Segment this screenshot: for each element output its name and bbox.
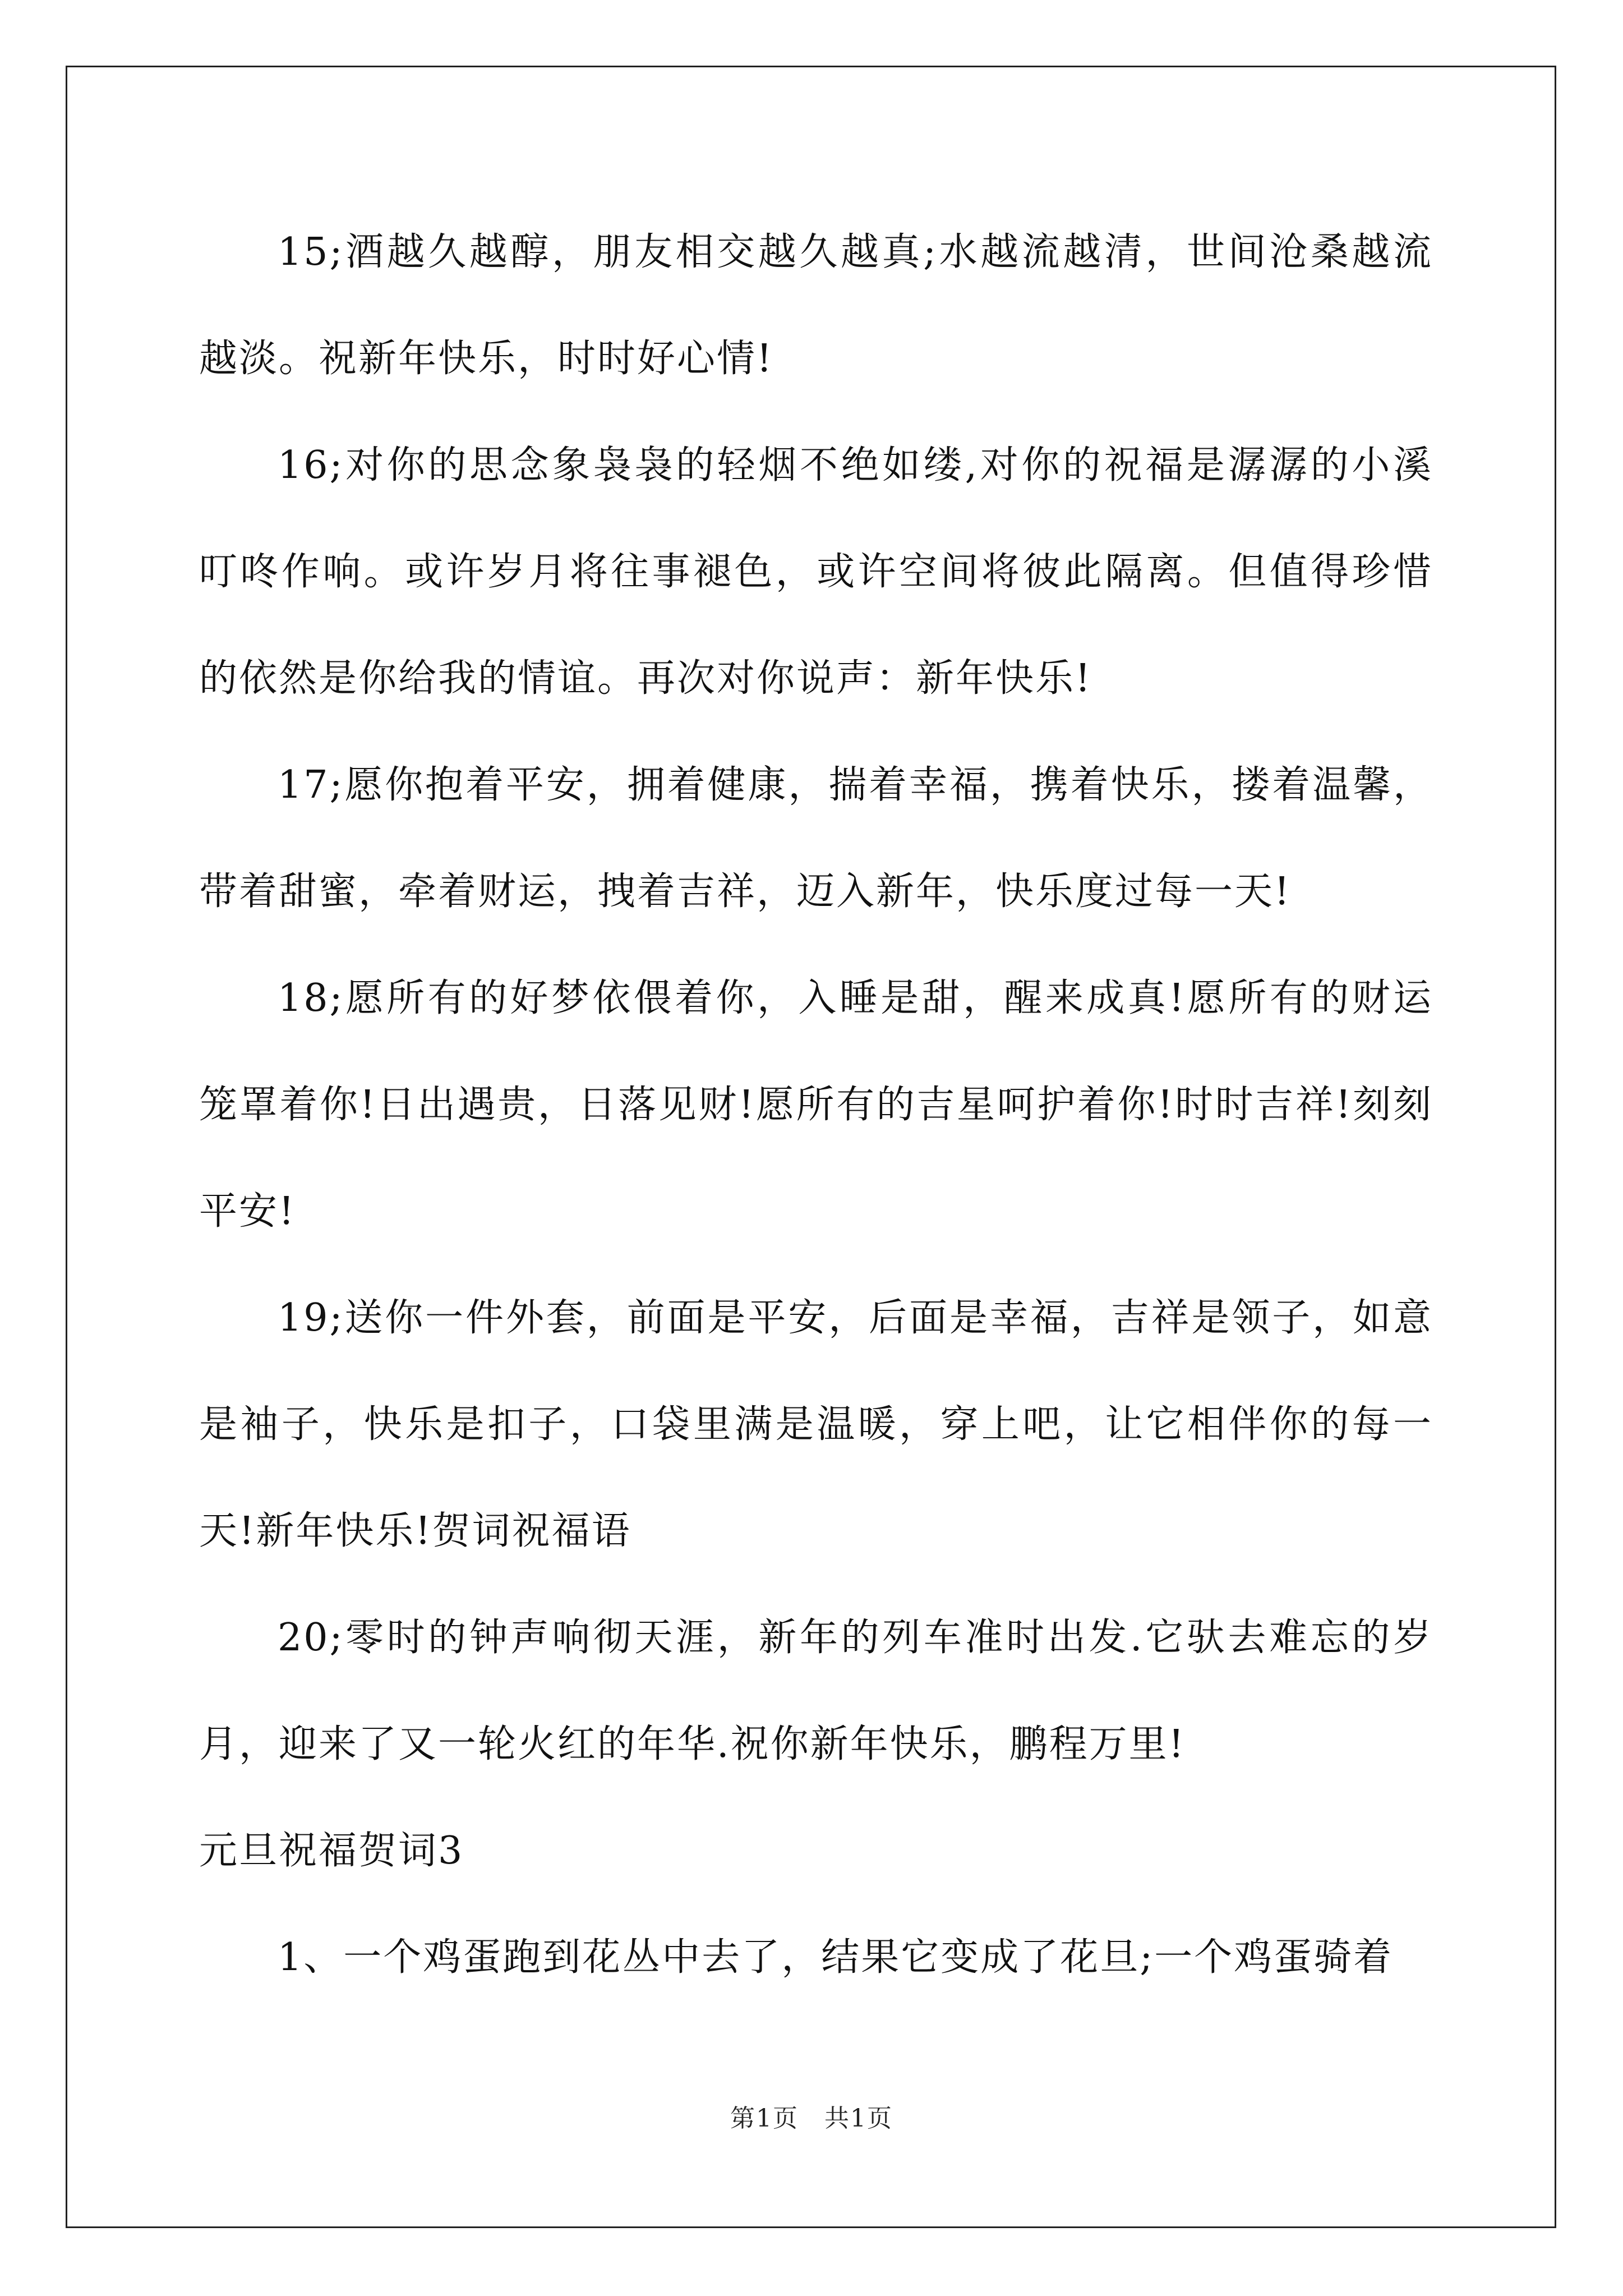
paragraph-1: 1、一个鸡蛋跑到花丛中去了，结果它变成了花旦;一个鸡蛋骑着 bbox=[278, 1935, 1394, 1980]
paragraph-17: 17;愿你抱着平安，拥着健康，揣着幸福，携着快乐，搂着温馨，带着甜蜜，牵着财运，拽着吉祥，迈入新年，快乐度过每一天! bbox=[199, 763, 1433, 914]
paragraph-19: 19;送你一件外套，前面是平安，后面是幸福，吉祥是领子，如意是袖子，快乐是扣子，口袋里满是温暖，穿上吧，让它相伴你的每一天!新年快乐!贺词祝福语 bbox=[199, 1296, 1433, 1553]
page-footer: 第1页 共1页 bbox=[730, 2104, 893, 2133]
paragraph-18: 18;愿所有的好梦依偎着你，入睡是甜，醒来成真!愿所有的财运笼罩着你!日出遇贵，日落见财!愿所有的吉星呵护着你!时时吉祥!刻刻平安! bbox=[199, 976, 1433, 1234]
paragraph-20: 20;零时的钟声响彻天涯，新年的列车准时出发.它驮去难忘的岁月，迎来了又一轮火红的年华.祝你新年快乐，鹏程万里! bbox=[199, 1616, 1433, 1766]
paragraph-16: 16;对你的思念象袅袅的轻烟不绝如缕,对你的祝福是潺潺的小溪叮咚作响。或许岁月将往事褪色，或许空间将彼此隔离。但值得珍惜的依然是你给我的情谊。再次对你说声：新年快乐! bbox=[199, 443, 1433, 701]
section-heading: 元旦祝福贺词3 bbox=[199, 1829, 464, 1873]
paragraph-15: 15;酒越久越醇，朋友相交越久越真;水越流越清，世间沧桑越流越淡。祝新年快乐，时时好心情! bbox=[199, 230, 1433, 381]
